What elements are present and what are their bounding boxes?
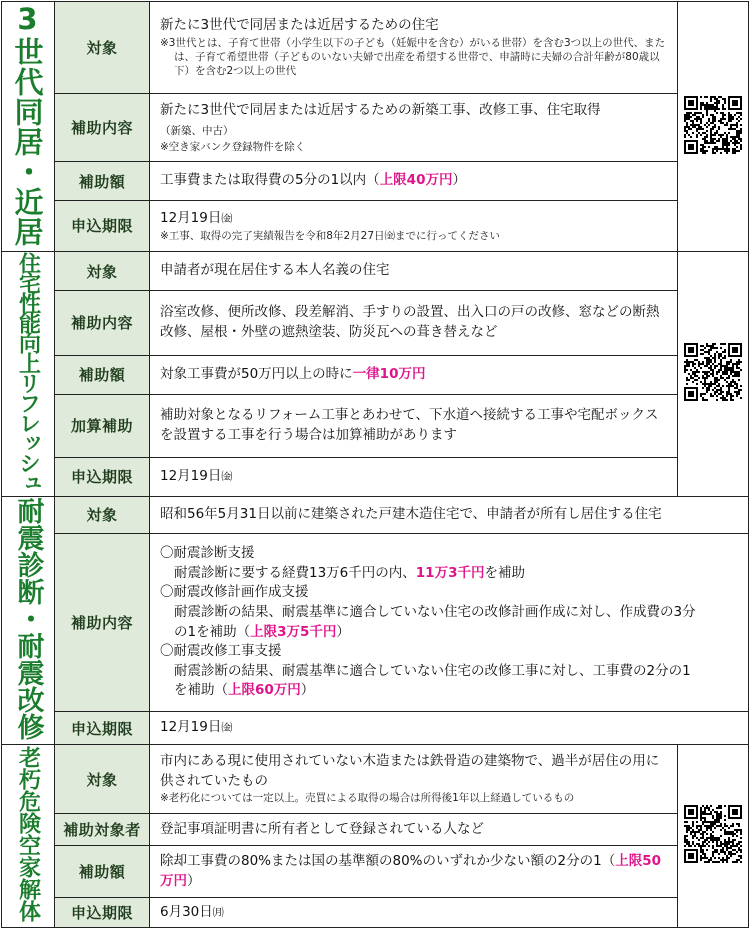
label-amount: 補助額	[55, 846, 150, 898]
section-4-amount: 除却工事費の80%または国の基準額の80%のいずれか少ない額の2分の1（上限50万円）	[150, 846, 678, 898]
amount-highlight: 一律10万円	[352, 365, 426, 382]
section-title-refresh	[2, 252, 55, 497]
section-2-amount: 対象工事費が50万円以上の時に一律10万円	[150, 355, 678, 394]
section-2-title: 住宅性能向上リフレッシュ	[15, 252, 41, 492]
seismic-item: 〇耐震改修工事支援 耐震診断の結果、耐震基準に適合していない住宅の改修工事に対し、工事費の2分の1を補助（上限60万円）	[160, 643, 691, 699]
amount-highlight: 上限50万円	[160, 852, 661, 889]
qr-cell-4	[678, 745, 749, 928]
section-1-target-note: ※3世代とは、子育て世帯（小学生以下の子ども（妊娠中を含む）がいる世帯）を含む3つ以上の世代、または、子育て希望世帯（子どものいない夫婦で出産を希望する世帯で、申請時に夫婦の合計年齢が80歳以下）を含む2つ以上の世代	[160, 36, 666, 78]
section-3-title: 耐震診断・耐震改修	[12, 497, 44, 740]
section-1-deadline: 12月19日㈮ ※工事、取得の完了実績報告を令和8年2月27日㈮までに行ってください	[150, 200, 678, 251]
label-content: 補助内容	[55, 93, 150, 161]
label-eligible: 補助対象者	[55, 814, 150, 846]
label-target: 対象	[55, 252, 150, 291]
label-target: 対象	[55, 745, 150, 814]
label-amount: 補助額	[55, 162, 150, 201]
label-deadline: 申込期限	[55, 200, 150, 251]
section-1-title: 3世代同居・近居	[10, 2, 45, 247]
section-2-target: 申請者が現在居住する本人名義の住宅	[150, 252, 678, 291]
section-4-title: 老朽危険空家解体	[15, 746, 41, 922]
section-2-content: 浴室改修、便所改修、段差解消、手すりの設置、出入口の戸の改修、窓などの断熱改修、屋根・外壁の遮熱塗装、防災瓦への葺き替えなど	[150, 291, 678, 356]
label-amount: 補助額	[55, 355, 150, 394]
amount-highlight: 上限40万円	[379, 172, 453, 189]
qr-code-icon[interactable]	[684, 343, 742, 401]
section-4-deadline: 6月30日㈪	[150, 898, 678, 928]
section-title-3gen	[2, 2, 55, 252]
qr-code-icon[interactable]	[684, 96, 742, 154]
qr-code-icon[interactable]	[684, 805, 742, 863]
section-2-extra: 補助対象となるリフォーム工事とあわせて、下水道へ接続する工事や宅配ボックスを設置する工事を行う場合は加算補助があります	[150, 394, 678, 457]
section-3-deadline: 12月19日㈮	[150, 712, 749, 745]
section-4-eligible: 登記事項証明書に所有者として登録されている人など	[150, 814, 678, 846]
section-4-target: 市内にある現に使用されていない木造または鉄骨造の建築物で、過半が居住の用に供されていたもの ※老朽化については一定以上。売買による取得の場合は所得後1年以上経過しているもの	[150, 745, 678, 814]
section-3-target: 昭和56年5月31日以前に建築された戸建木造住宅で、申請者が所有し居住する住宅	[150, 497, 749, 534]
qr-cell-2	[678, 252, 749, 497]
label-content: 補助内容	[55, 291, 150, 356]
label-deadline: 申込期限	[55, 712, 150, 745]
section-1-amount: 工事費または取得費の5分の1以内（上限40万円）	[150, 162, 678, 201]
label-extra: 加算補助	[55, 394, 150, 457]
subsidy-table	[1, 1, 749, 928]
label-deadline: 申込期限	[55, 457, 150, 496]
section-title-seismic	[2, 497, 55, 745]
label-content: 補助内容	[55, 533, 150, 712]
section-title-demolition	[2, 745, 55, 928]
qr-cell-1	[678, 2, 749, 252]
label-target: 対象	[55, 497, 150, 534]
label-deadline: 申込期限	[55, 898, 150, 928]
section-1-target: 新たに3世代で同居または近居するための住宅 ※3世代とは、子育て世帯（小学生以下の子ども（妊娠中を含む）がいる世帯）を含む3つ以上の世代、または、子育て希望世帯（子どものいない夫婦で出産を希望する世帯で、申請時に夫婦の合計年齢が80歳以下）を含む2つ以上の世代	[150, 2, 678, 94]
section-2-deadline: 12月19日㈮	[150, 457, 678, 496]
label-target: 対象	[55, 2, 150, 94]
seismic-item: 〇耐震診断支援 耐震診断に要する経費13万6千円の内、11万3千円を補助	[160, 545, 525, 581]
section-3-content	[150, 533, 749, 712]
seismic-item: 〇耐震改修計画作成支援 耐震診断の結果、耐震基準に適合していない住宅の改修計画作成に対し、作成費の3分の1を補助（上限3万5千円）	[160, 584, 696, 640]
section-1-content: 新たに3世代で同居または近居するための新築工事、改修工事、住宅取得（新築、中古） ※空き家バンク登録物件を除く	[150, 93, 678, 161]
